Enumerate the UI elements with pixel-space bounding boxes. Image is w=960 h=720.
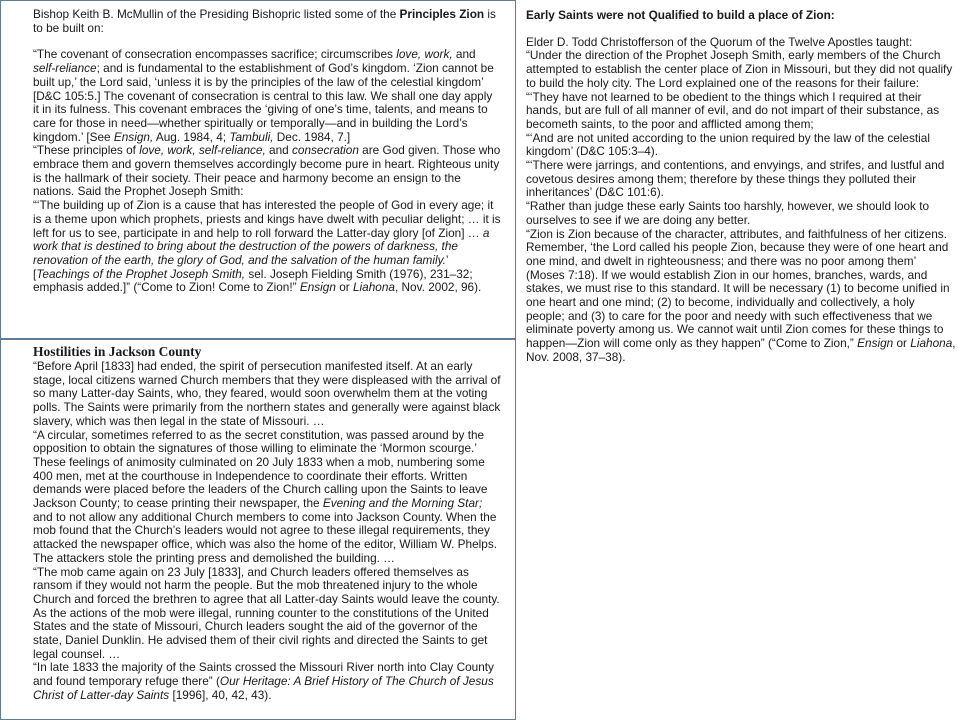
principles-paragraph <box>33 144 501 199</box>
text-run: “The covenant of consecration encompasses sacrifice; circumscribes <box>33 47 397 62</box>
italic-text: Evening and the Morning Star; <box>322 496 483 511</box>
zion-character-paragraph <box>526 228 956 365</box>
italic-text: Ensign <box>857 336 894 351</box>
text-run: “Zion is Zion because of the character, attributes, and faithfulness of her citizens. Remember, ‘the Lord called his people Zion, because they were of one heart and one mind, and dwelt in righteousness; and there was no poor among them’ (Moses 7:18). If we would establish Zion in our homes, branches, wards, and stakes, we must rise to this standard. It will be necessary (1) to become unified in one heart and one mind; (2) to become, individually and collectively, a holy people; and (3) to care for the poor and needy with such effectiveness that we eliminate poverty among us. We cannot wait until Zion comes for these things to happen—Zion will come only as they happen” (“Come to Zion,” <box>526 226 950 351</box>
text-run: or <box>335 280 353 295</box>
text-run: “A circular, sometimes referred to as the secret constitution, was passed around by the opposition to obtain the signatures of those willing to eliminate the ‘Mormon scourge.’ These feelings of animosity culminated on 20 July 1833 when a mob, numbering some 400 men, met at the courthouse in Independence to coordinate their efforts. Written demands were placed before the leaders of the Church calling upon the Saints to leave Jackson County; to cease printing their newspaper, the <box>33 427 488 511</box>
italic-text: self-reliance <box>33 61 97 76</box>
italic-text: Liahona <box>910 336 953 351</box>
text-run: “‘There were jarrings, and contentions, and envyings, and strifes, and lustful and covetous desires among them; therefore by these things they polluted their inheritances’ (D&C 101:6). <box>526 158 945 200</box>
italic-text: Ensign, <box>113 129 154 144</box>
italic-text: work, <box>424 47 453 62</box>
text-run: “The mob came again on 23 July [1833], and Church leaders offered themselves as ransom if they would not harm the people. But the mob threatened injury to the whole Church and forced the brethren to agree that all Latter-day Saints would leave the county. As the actions of the mob were illegal, running counter to the constitutions of the United States and the state of Missouri, Church leaders sought the aid of the governor of the state, Daniel Dunklin. He advised them of their civil rights and directed the Saints to get legal counsel. … <box>33 564 500 661</box>
jackson-county-box <box>0 338 516 720</box>
text-run: and to not allow any additional Church members to come into Jackson County. When the mob found that the Church’s leaders would not agree to these illegal requirements, they attacked the newspaper office, which was also the home of the editor, William W. Phelps. The attackers stole the printing press and demolished the building. … <box>33 509 498 565</box>
text-run: [1996], 40, 42, 43). <box>169 687 272 702</box>
text-run: ; and is fundamental to the establishment of God’s kingdom. ‘Zion cannot be built up,’ the Lord said, ‘unless it is by the principles of the law of the celestial kingdom’ [D&C 105:5.] The covenant of consecration is central to this law. We shall one day apply it in its fulness. This covenant embraces the ‘giving of one’s time, talents, and means to care for those in need—whether spiritually or temporally—and in building the Lord’s kingdom.’ [See <box>33 61 494 144</box>
jackson-county-heading: Hostilities in Jackson County <box>33 344 202 359</box>
italic-text: consecration <box>292 143 359 158</box>
circular-paragraph <box>33 429 501 566</box>
text-run: “Before April [1833] had ended, the spirit of persecution manifested itself. At an early stage, local citizens warned Church members that they were displeased with the arrival of so many Latter-day Saints, who, they feared, would soon overwhelm them at the voting polls. The Saints were primarily from the northern states and generally were against black slavery, which was then legal in the state of Missouri. … <box>33 359 501 428</box>
joseph-smith-quote-paragraph <box>33 199 501 295</box>
jarrings-quote-paragraph <box>526 159 956 200</box>
mob-paragraph <box>33 566 501 662</box>
text-run: or <box>893 336 911 351</box>
text-run: Bishop Keith B. McMullin of the Presiding Bishopric listed some of the <box>33 7 400 21</box>
judge-paragraph <box>526 200 956 227</box>
italic-text: Teachings of the Prophet Joseph Smith, <box>36 266 246 281</box>
text-run: Dec. 1984, 7.] <box>273 129 351 144</box>
clay-county-paragraph <box>33 661 501 702</box>
christofferson-intro-paragraph <box>526 36 956 50</box>
text-run: Elder D. Todd Christofferson of the Quorum of the Twelve Apostles taught: <box>526 34 913 49</box>
text-run: “‘They have not learned to be obedient to the things which I required at their hands, but are full of all manner of evil, and do not impart of their substance, as becometh saints, to the poor and afflicted among them; <box>526 89 940 131</box>
italic-text: Liahona <box>352 280 395 295</box>
not-obedient-quote-paragraph <box>526 91 956 132</box>
text-run: and <box>265 143 293 158</box>
text-run: and <box>452 47 476 62</box>
text-run: ’ [ <box>33 252 449 281</box>
not-united-quote-paragraph <box>526 132 956 159</box>
text-run: “Under the direction of the Prophet Joseph Smith, early members of the Church attempted to establish the center place of Zion in Missouri, but they did not qualify to build the holy city. The Lord explained one of the reasons for their failure: <box>526 48 953 90</box>
text-run: “‘And are not united according to the union required by the law of the celestial kingdom’ (D&C 105:3–4). <box>526 130 930 159</box>
italic-text: love, work, self-reliance, <box>139 143 266 158</box>
italic-text: Our Heritage: A Brief History of The Church of Jesus Christ of Latter-day Saints <box>33 674 494 702</box>
persecution-paragraph <box>33 360 501 429</box>
intro-paragraph <box>33 8 501 35</box>
text-run: , Nov. 2002, 96). <box>394 280 482 295</box>
principles-zion-box <box>0 0 516 340</box>
early-saints-column <box>526 0 956 720</box>
text-run: “These principles of <box>33 143 140 158</box>
italic-text: a work that is destined to bring about the destruction of the powers of darkness, the renovation of the earth, the glory of God, and the salvation of the human family. <box>33 225 490 267</box>
text-run: “Rather than judge these early Saints too harshly, however, we should look to ourselves to see if we are doing any better. <box>526 199 930 227</box>
direction-paragraph <box>526 49 956 90</box>
consecration-quote-paragraph <box>33 48 501 144</box>
italic-text: Tambuli, <box>229 129 274 144</box>
text-run: Aug. 1984, 4; <box>153 129 230 144</box>
text-run: is to be built on: <box>33 7 496 35</box>
text-run: sel. Joseph Fielding Smith (1976), 231–32; emphasis added.]” (“Come to Zion! Come to Zion!” <box>33 266 473 295</box>
italic-text: Ensign <box>299 280 336 295</box>
italic-text: love, <box>396 47 422 62</box>
text-run: are God given. Those who embrace them and govern themselves accordingly become pure in heart. Righteous unity is the hallmark of their society. Their peace and harmony become an ensign to the nations. Said the Prophet Joseph Smith: <box>33 143 501 199</box>
bold-text: Principles Zion <box>399 7 485 21</box>
text-run: , Nov. 2008, 37–38). <box>526 336 956 364</box>
text-run: “In late 1833 the majority of the Saints crossed the Missouri River north into Clay County and found temporary refuge there” ( <box>33 660 494 689</box>
text-run: “‘The building up of Zion is a cause that has interested the people of God in every age; it is a theme upon which prophets, priests and kings have dwelt with peculiar delight; … it is left for us to see, participate in and help to roll forward the Latter-day glory [of Zion] … <box>33 198 501 240</box>
early-saints-heading: Early Saints were not Qualified to build a place of Zion: <box>526 8 835 22</box>
